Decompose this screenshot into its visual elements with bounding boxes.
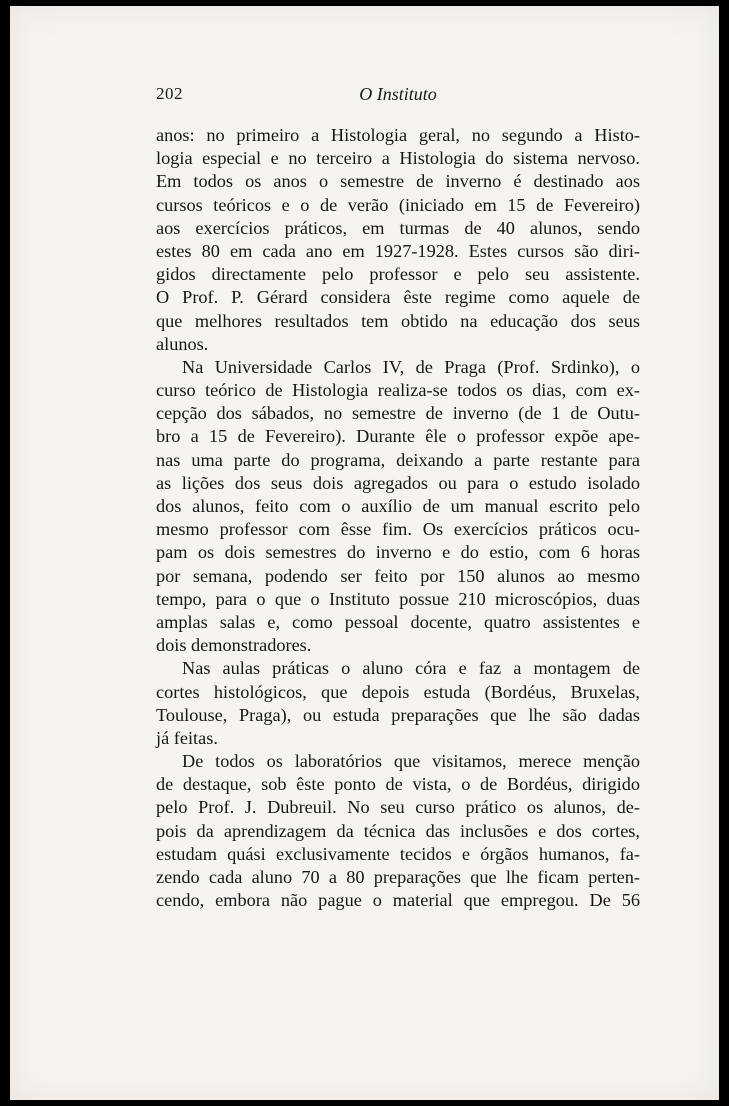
text-line: dos alunos, feito com o auxílio de um manual escrito pelo: [156, 496, 640, 516]
text-line: alunos.: [156, 333, 209, 354]
text-line: Na Universidade Carlos IV, de Praga (Prof. Srdinko), o: [182, 356, 640, 377]
text-line: nas uma parte do programa, deixando a parte restante para: [156, 449, 640, 470]
text-line: que melhores resultados tem obtido na educação dos seus: [156, 310, 640, 331]
text-line: dois demonstradores.: [156, 635, 312, 656]
text-line: Toulouse, Praga), ou estuda preparações que lhe são dadas: [156, 704, 640, 725]
text-line: aos exercícios práticos, em turmas de 40 alunos, sendo: [156, 217, 640, 238]
text-line: O Prof. P. Gérard considera êste regime como aquele de: [156, 287, 640, 308]
paragraph-1: [156, 124, 640, 356]
text-line: já feitas.: [156, 727, 218, 748]
text-line: cendo, embora não pague o material que empregou. De 56: [156, 890, 640, 911]
page-header: [156, 84, 640, 114]
text-line: bro a 15 de Fevereiro). Durante êle o professor expõe ape-: [156, 426, 640, 447]
text-line: amplas salas e, como pessoal docente, quatro assistentes e: [156, 611, 640, 632]
page-number: 202: [156, 84, 183, 103]
paragraph-2: [156, 356, 640, 657]
paragraph-4: [156, 750, 640, 912]
text-line: zendo cada aluno 70 a 80 preparações que lhe ficam perten-: [156, 867, 640, 887]
text-line: pois da aprendizagem da técnica das inclusões e dos cortes,: [156, 820, 640, 841]
text-line: de destaque, sob êste ponto de vista, o de Bordéus, dirigido: [156, 774, 640, 795]
text-line: Nas aulas práticas o aluno córa e faz a montagem de: [182, 658, 640, 679]
text-line: logia especial e no terceiro a Histologia do sistema nervoso.: [156, 148, 640, 169]
text-line: Em todos os anos o semestre de inverno é destinado aos: [156, 171, 640, 192]
text-line: estes 80 em cada ano em 1927-1928. Estes cursos são diri-: [156, 240, 640, 261]
text-line: cepção dos sábados, no semestre de inverno (de 1 de Outu-: [156, 403, 640, 424]
body-text: [156, 124, 640, 912]
running-title: O Instituto: [359, 84, 437, 104]
book-page: [10, 6, 719, 1100]
text-line: De todos os laboratórios que visitamos, merece menção: [182, 751, 640, 772]
text-line: curso teórico de Histologia realiza-se todos os dias, com ex-: [156, 380, 640, 401]
paragraph-3: [156, 657, 640, 750]
text-line: pam os dois semestres do inverno e do estio, com 6 horas: [156, 542, 640, 563]
text-line: mesmo professor com êsse fim. Os exercícios práticos ocu-: [156, 519, 640, 540]
text-line: as lições dos seus dois agregados ou para o estudo isolado: [156, 472, 640, 493]
text-line: tempo, para o que o Instituto possue 210 microscópios, duas: [156, 588, 640, 609]
text-line: anos: no primeiro a Histologia geral, no segundo a Histo-: [156, 125, 640, 145]
text-line: estudam quási exclusivamente tecidos e órgãos humanos, fa-: [156, 843, 640, 864]
text-line: pelo Prof. J. Dubreuil. No seu curso prático os alunos, de-: [156, 797, 640, 818]
text-line: cortes histológicos, que depois estuda (Bordéus, Bruxelas,: [156, 681, 640, 702]
text-line: cursos teóricos e o de verão (iniciado em 15 de Fevereiro): [156, 194, 640, 215]
text-line: gidos directamente pelo professor e pelo seu assistente.: [156, 264, 640, 285]
text-line: por semana, podendo ser feito por 150 alunos ao mesmo: [156, 565, 640, 586]
